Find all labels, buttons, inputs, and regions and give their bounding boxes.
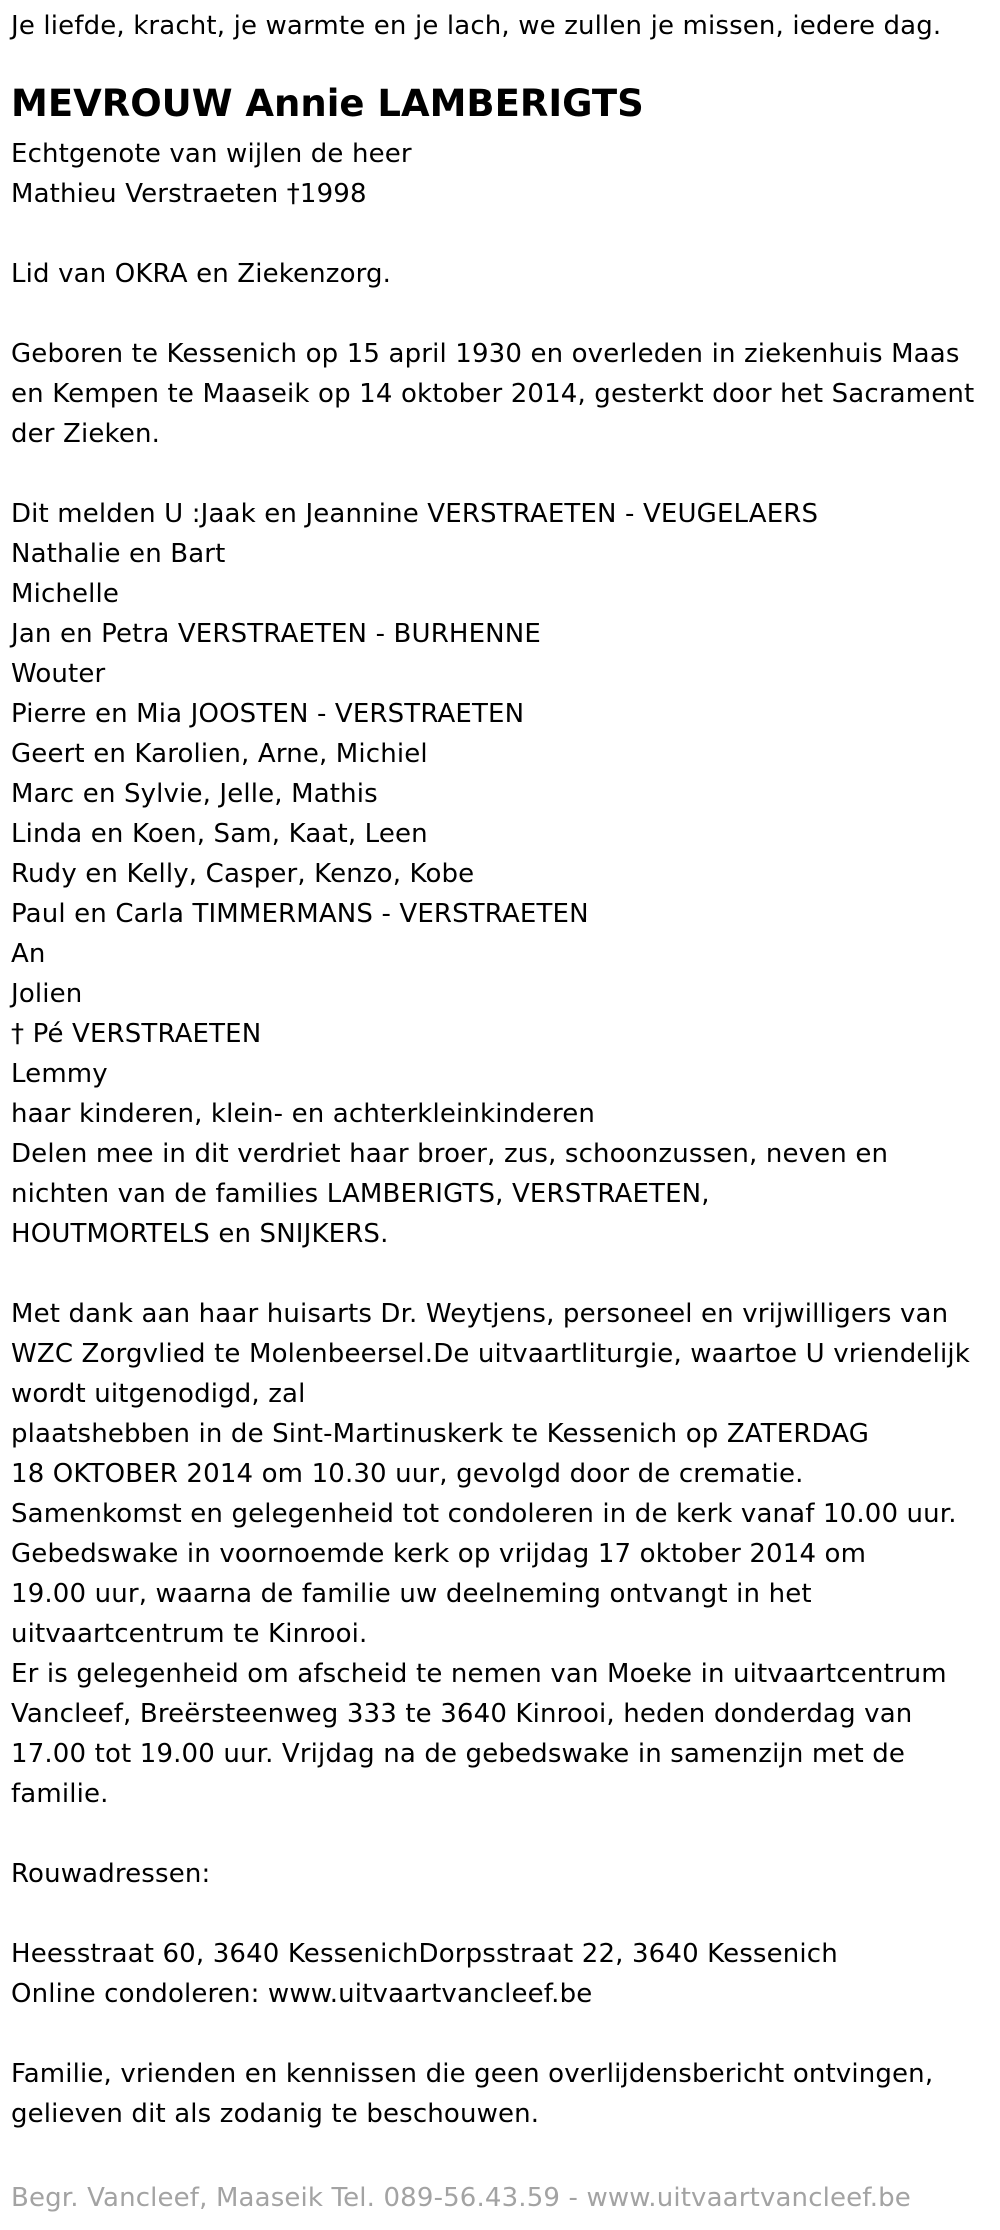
service-line: Met dank aan haar huisarts Dr. Weytjens, personeel en vrijwilligers van bbox=[11, 1299, 949, 1329]
service-line: Samenkomst en gelegenheid tot condoleren in de kerk vanaf 10.00 uur. bbox=[11, 1499, 957, 1529]
funeral-home-footer: Begr. Vancleef, Maaseik Tel. 089-56.43.59 - www.uitvaartvancleef.be bbox=[11, 2183, 911, 2213]
service-line: 18 OKTOBER 2014 om 10.30 uur, gevolgd door de crematie. bbox=[11, 1459, 804, 1489]
family-line: Jan en Petra VERSTRAETEN - BURHENNE bbox=[11, 619, 541, 649]
condolence-link-line: Online condoleren: www.uitvaartvancleef.be bbox=[11, 1979, 593, 2009]
service-line: wordt uitgenodigd, zal bbox=[11, 1379, 306, 1409]
birth-death-line: Geboren te Kessenich op 15 april 1930 en overleden in ziekenhuis Maas bbox=[11, 339, 960, 369]
family-line: Geert en Karolien, Arne, Michiel bbox=[11, 739, 428, 769]
service-line: Er is gelegenheid om afscheid te nemen van Moeke in uitvaartcentrum bbox=[11, 1659, 947, 1689]
service-line: plaatshebben in de Sint-Martinuskerk te Kessenich op ZATERDAG bbox=[11, 1419, 870, 1449]
address-line: Heesstraat 60, 3640 KessenichDorpsstraat 22, 3640 Kessenich bbox=[11, 1939, 838, 1969]
family-line: Lemmy bbox=[11, 1059, 108, 1089]
family-line: † Pé VERSTRAETEN bbox=[11, 1019, 262, 1049]
birth-death-line: en Kempen te Maaseik op 14 oktober 2014, gesterkt door het Sacrament bbox=[11, 379, 975, 409]
family-line: Nathalie en Bart bbox=[11, 539, 226, 569]
service-line: 17.00 tot 19.00 uur. Vrijdag na de gebedswake in samenzijn met de bbox=[11, 1739, 906, 1769]
family-line: Pierre en Mia JOOSTEN - VERSTRAETEN bbox=[11, 699, 525, 729]
family-line: Dit melden U :Jaak en Jeannine VERSTRAETEN - VEUGELAERS bbox=[11, 499, 819, 529]
family-line: An bbox=[11, 939, 46, 969]
service-line: Vancleef, Breërsteenweg 333 te 3640 Kinrooi, heden donderdag van bbox=[11, 1699, 913, 1729]
service-line: uitvaartcentrum te Kinrooi. bbox=[11, 1619, 368, 1649]
family-line: Wouter bbox=[11, 659, 106, 689]
spouse-line: Echtgenote van wijlen de heer bbox=[11, 139, 412, 169]
addresses-label: Rouwadressen: bbox=[11, 1859, 211, 1889]
membership: Lid van OKRA en Ziekenzorg. bbox=[11, 259, 392, 289]
spouse-line: Mathieu Verstraeten †1998 bbox=[11, 179, 367, 209]
family-line: Jolien bbox=[11, 979, 83, 1009]
deceased-name: MEVROUW Annie LAMBERIGTS bbox=[11, 82, 644, 125]
family-line: Michelle bbox=[11, 579, 120, 609]
service-line: WZC Zorgvlied te Molenbeersel.De uitvaartliturgie, waartoe U vriendelijk bbox=[11, 1339, 970, 1369]
family-line: HOUTMORTELS en SNIJKERS. bbox=[11, 1219, 389, 1249]
family-line: Rudy en Kelly, Casper, Kenzo, Kobe bbox=[11, 859, 475, 889]
family-line: Delen mee in dit verdriet haar broer, zus, schoonzussen, neven en bbox=[11, 1139, 889, 1169]
closing-line: Familie, vrienden en kennissen die geen overlijdensbericht ontvingen, bbox=[11, 2059, 934, 2089]
family-line: Paul en Carla TIMMERMANS - VERSTRAETEN bbox=[11, 899, 589, 929]
service-line: Gebedswake in voornoemde kerk op vrijdag 17 oktober 2014 om bbox=[11, 1539, 867, 1569]
birth-death-line: der Zieken. bbox=[11, 419, 161, 449]
motto: Je liefde, kracht, je warmte en je lach, we zullen je missen, iedere dag. bbox=[11, 11, 942, 41]
closing-line: gelieven dit als zodanig te beschouwen. bbox=[11, 2099, 540, 2129]
family-line: nichten van de families LAMBERIGTS, VERSTRAETEN, bbox=[11, 1179, 710, 1209]
family-line: Marc en Sylvie, Jelle, Mathis bbox=[11, 779, 378, 809]
service-line: familie. bbox=[11, 1779, 109, 1809]
family-line: Linda en Koen, Sam, Kaat, Leen bbox=[11, 819, 428, 849]
family-line: haar kinderen, klein- en achterkleinkinderen bbox=[11, 1099, 596, 1129]
service-line: 19.00 uur, waarna de familie uw deelneming ontvangt in het bbox=[11, 1579, 812, 1609]
